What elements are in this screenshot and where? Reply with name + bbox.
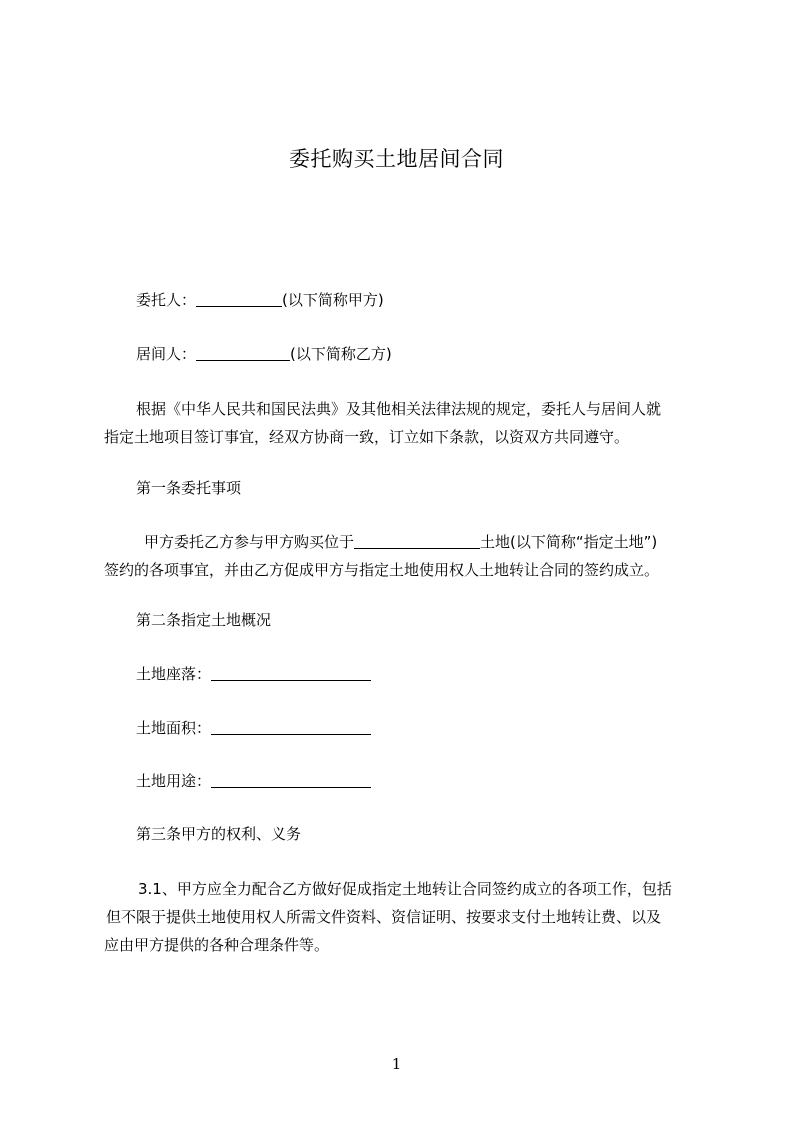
intro-line-2: 指定土地项目签订事宜，经双方协商一致，订立如下条款，以资双方共同遵守。 [104,428,630,446]
intro-paragraph [104,395,704,451]
client-line [136,287,384,313]
article-2-heading: 第二条指定土地概况 [136,611,272,629]
land-location-blank [354,532,480,549]
intro-line-1: 根据《中华人民共和国民法典》及其他相关法律法规的规定，委托人与居间人就 [136,400,662,418]
client-suffix: (以下简称甲方) [282,291,384,309]
land-area-line [136,715,371,741]
broker-name-blank [196,344,290,361]
broker-line [136,341,392,367]
broker-label: 居间人： [136,345,197,363]
client-label: 委托人： [136,291,197,309]
article-1-paragraph [104,528,704,584]
land-area-label: 土地面积： [136,719,212,737]
land-area-field [211,718,371,735]
broker-suffix: (以下简称乙方) [290,345,392,363]
land-use-line [136,768,371,794]
article-1-heading: 第一条委托事项 [136,479,242,497]
article-1-line-1-suffix: 土地(以下简称“指定土地”) [480,533,658,551]
article-1-line-2: 签约的各项事宜，并由乙方促成甲方与指定土地使用权人土地转让合同的签约成立。 [104,561,660,579]
land-location-field [211,664,371,681]
client-name-blank [196,290,282,307]
contract-title: 委托购买土地居间合同 [289,147,504,171]
clause-3-1-line-3: 应由甲方提供的各种合理条件等。 [104,936,330,954]
land-use-field [211,771,371,788]
clause-3-1-line-1: 3.1、甲方应全力配合乙方做好促成指定土地转让合同签约成立的各项工作，包括 [138,880,672,898]
article-1-line-1-prefix: 甲方委托乙方参与甲方购买位于 [144,533,355,551]
clause-3-1-paragraph [104,875,704,959]
land-use-label: 土地用途： [136,772,212,790]
land-location-label: 土地座落： [136,665,212,683]
page-number: 1 [391,1055,402,1073]
article-3-heading: 第三条甲方的权利、义务 [136,825,302,843]
land-location-line [136,661,371,687]
clause-3-1-line-2: 但不限于提供土地使用权人所需文件资料、资信证明、按要求支付土地转让费、以及 [106,908,662,926]
article-1-line-1 [104,528,704,556]
